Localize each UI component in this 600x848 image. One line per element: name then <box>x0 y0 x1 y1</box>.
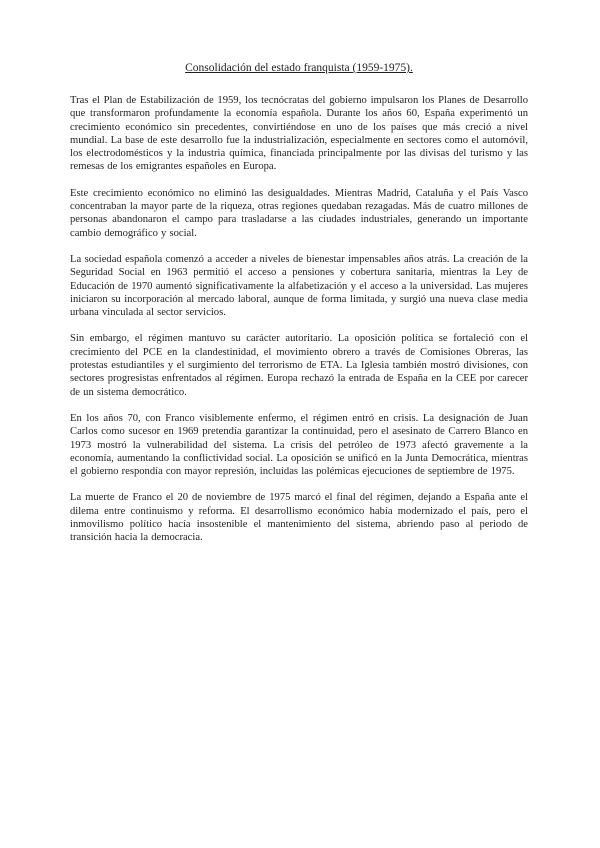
document-title: Consolidación del estado franquista (1959-1975). <box>185 62 413 74</box>
paragraph-crisis-anos-70: En los años 70, con Franco visiblemente enfermo, el régimen entró en crisis. La designación de Juan Carlos como sucesor en 1969 pretendía garantizar la continuidad, pero el asesinato de Carrero Blanco en 1973 mostró la vulnerabilidad del sistema. La crisis del petróleo de 1973 afectó gravemente a la economía, aumentando la conflictividad social. La oposición se unificó en la Junta Democrática, mientras el gobierno respondía con mayor represión, incluidas las polémicas ejecuciones de septiembre de 1975. <box>70 412 528 478</box>
paragraph-desigualdades: Este crecimiento económico no eliminó las desigualdades. Mientras Madrid, Cataluña y el País Vasco concentraban la mayor parte de la riqueza, otras regiones quedaban rezagadas. Más de cuatro millones de personas abandonaron el campo para trasladarse a las ciudades industriales, generando un importante cambio demográfico y social. <box>70 187 528 239</box>
paragraph-muerte-franco: La muerte de Franco el 20 de noviembre de 1975 marcó el final del régimen, dejando a España ante el dilema entre continuismo y reforma. El desarrollismo económico había modernizado el país, pero el inmovilismo político hacía insostenible el mantenimiento del sistema, abriendo paso al periodo de transición hacia la democracia. <box>70 492 528 544</box>
paragraph-regimen-autoritario: Sin embargo, el régimen mantuvo su carácter autoritario. La oposición política se fortaleció con el crecimiento del PCE en la clandestinidad, el movimiento obrero a través de Comisiones Obreras, las protestas estudiantiles y el surgimiento del terrorismo de ETA. La Iglesia también mostró divisiones, con sectores progresistas enfrentados al régimen. Europa rechazó la entrada de España en la CEE por carecer de un sistema democrático. <box>70 333 528 398</box>
paragraph-sociedad-bienestar: La sociedad española comenzó a acceder a niveles de bienestar impensables años atrás. La creación de la Seguridad Social en 1963 permitió el acceso a pensiones y cobertura sanitaria, mientras la Ley de Educación de 1970 aumentó significativamente la alfabetización y el acceso a la universidad. Las mujeres iniciaron su incorporación al mercado laboral, aunque de forma limitada, y surgió una nueva clase media urbana vinculada al sector servicios. <box>70 253 528 319</box>
paragraph-plan-estabilizacion: Tras el Plan de Estabilización de 1959, los tecnócratas del gobierno impulsaron los Planes de Desarrollo que transformaron profundamente la economía española. Durante los años 60, España experimentó un crecimiento económico sin precedentes, convirtiéndose en uno de los países que más creció a nivel mundial. La base de este desarrollo fue la industrialización, especialmente en sectores como el automóvil, los electrodomésticos y la industria química, financiada principalmente por las divisas del turismo y las remesas de los emigrantes españoles en Europa. <box>70 95 528 173</box>
